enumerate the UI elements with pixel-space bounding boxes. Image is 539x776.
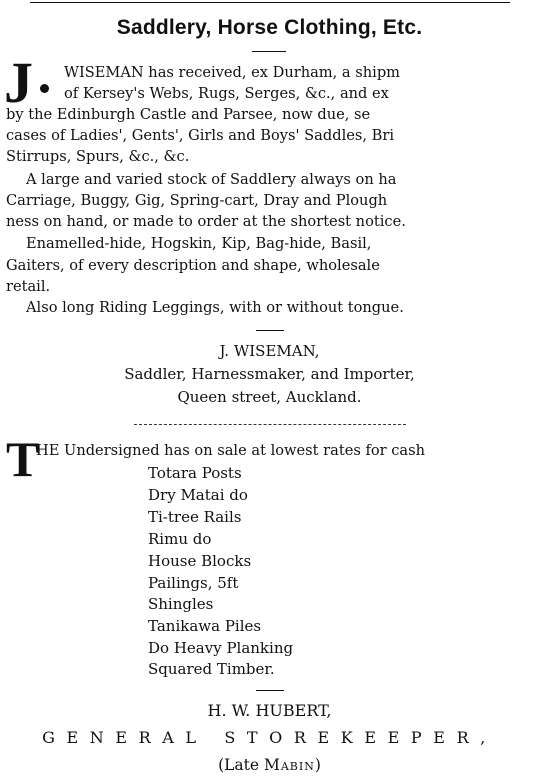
advertiser-trade: Saddler, Harnessmaker, and Importer, [124,365,415,383]
signature-divider [256,690,284,691]
top-rule [30,2,510,3]
list-item: Dry Matai do [148,486,248,504]
ad-text-line: WISEMAN has received, ex Durham, a shipm [64,64,400,81]
list-item: Shingles [148,595,214,613]
list-item: Totara Posts [148,464,242,482]
dropcap-j: J [4,50,33,115]
ad-text-line: Enamelled-hide, Hogskin, Kip, Bag-hide, Basil, [26,235,372,252]
advertiser-address: Queen street, Auckland. [177,388,362,406]
storekeeper-role: GENERAL STOREKEEPER, [42,728,497,747]
ad-text-line: Stirrups, Spurs, &c., &c. [6,148,190,165]
signature-divider [256,330,284,331]
ad-intro-line: HE Undersigned has on sale at lowest rates for cash [36,442,426,459]
list-item: Tanikawa Piles [148,617,262,635]
advertiser-name: J. WISEMAN, [219,342,320,360]
ad-text-line: retail. [6,278,51,295]
list-item: House Blocks [148,552,252,570]
ad-text-line: by the Edinburgh Castle and Parsee, now due, se [6,106,371,123]
ad-text-line: Gaiters, of every description and shape, wholesale [6,257,380,274]
list-item: Pailings, 5ft [148,574,239,592]
dropcap-t: T [6,431,40,487]
ad-text-line: Carriage, Buggy, Gig, Spring-cart, Dray and Plough [6,192,388,209]
ad-text-line: Also long Riding Leggings, with or without tongue. [26,299,404,316]
dropcap-dot [40,84,49,93]
list-item: Do Heavy Planking [148,639,294,657]
storekeeper-name: H. W. HUBERT, [207,701,332,720]
ad-text-line: ness on hand, or made to order at the shortest notice. [6,213,406,230]
ad-text-line: cases of Ladies', Gents', Girls and Boys' Saddles, Bri [6,127,395,144]
ad-separator [134,424,406,425]
list-item: Ti-tree Rails [148,508,242,526]
list-item: Squared Timber. [148,660,275,678]
late-line [0,754,539,776]
ad-heading: Saddlery, Horse Clothing, Etc. [116,16,423,39]
late-suffix: ) [314,756,321,774]
late-prefix: (Late [218,756,264,774]
ad-text-line: A large and varied stock of Saddlery always on ha [26,171,397,188]
late-name: Mabin [263,756,315,774]
ad-text-line: of Kersey's Webs, Rugs, Serges, &c., and ex [64,85,389,102]
heading-divider [252,51,286,52]
list-item: Rimu do [148,530,212,548]
